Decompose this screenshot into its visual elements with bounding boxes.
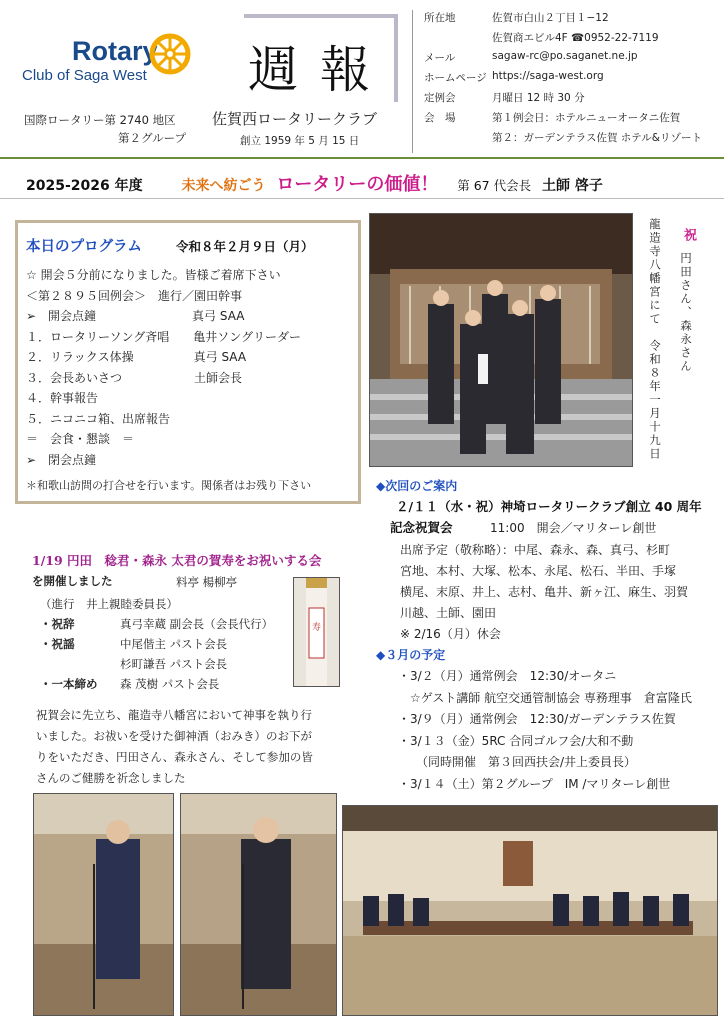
club-info-value: sagaw-rc@po.saganet.ne.jp xyxy=(492,50,638,62)
speech-photo-1 xyxy=(33,793,174,1016)
president-name: 土師 啓子 xyxy=(541,178,603,194)
club-info-label: 定例会 xyxy=(424,92,456,104)
celebration-role: ・一本締め xyxy=(40,677,98,691)
celebration-row xyxy=(40,616,290,634)
attendee-line: 出席予定（敬称略）：中尾、森永、森、真弓、杉町 xyxy=(400,543,671,557)
program-date: 令和８年２月９日（月） xyxy=(176,239,314,254)
attendee-line: 川越、土師、園田 xyxy=(400,606,497,620)
march-item: ・3/９（月）通常例会 12:30/ガーデンテラス佐賀 xyxy=(398,712,676,726)
banquet-photo xyxy=(342,805,718,1016)
celebration-paragraph-line: 祝賀会に先立ち、龍造寺八幡宮において神事を執り行 xyxy=(36,708,312,722)
celebration-names: 杉町謙吾 パスト会長 xyxy=(120,657,228,671)
celebration-names: 真弓幸蔵 副会長（会長代行） xyxy=(120,617,274,631)
attendee-line: 横尾、末原、井上、志村、亀井、新ヶ江、麻生、羽賀 xyxy=(400,585,689,599)
theme-banner xyxy=(26,170,716,196)
march-item: ・3/２（月）通常例会 12:30/オータニ xyxy=(398,669,617,683)
attendee-line: 宮地、本村、大塚、松本、永尾、松石、半田、手塚 xyxy=(400,564,677,578)
group-label: 第２グループ xyxy=(118,131,187,145)
march-item: ・3/１４（土）第２グループ IM /マリターレ創世 xyxy=(398,776,671,791)
club-info-label: 会 場 xyxy=(424,112,456,124)
club-info-row xyxy=(424,30,719,48)
celebration-paragraph-line: いました。お祓いを受けた御神酒（おみき）のお下が xyxy=(36,729,312,743)
club-info-value: 第１例会日：ホテルニューオータニ佐賀 xyxy=(492,112,681,124)
header-divider xyxy=(412,10,413,153)
svg-text:寿: 寿 xyxy=(311,623,322,633)
program-line: ＜第２８９５回例会＞ 進行／園田幹事 xyxy=(26,288,243,303)
march-heading: ◆３月の予定 xyxy=(376,648,446,662)
program-title: 本日のプログラム xyxy=(26,239,142,255)
program-line: １．ロータリーソング斉唱 亀井ソングリーダー xyxy=(26,329,302,344)
photo-caption-names: 円田さん、森永さん xyxy=(679,252,693,374)
celebration-names: 森 茂樹 パスト会長 xyxy=(120,677,220,691)
celebration-names: 中尾偕主 パスト会長 xyxy=(120,637,228,651)
celebration-row xyxy=(40,656,290,674)
page-title: 週報 xyxy=(248,41,392,99)
club-name: 佐賀西ロータリークラブ xyxy=(212,110,378,128)
program-line: ２．リラックス体操 真弓 SAA xyxy=(26,350,247,364)
club-info-value: 第２：ガーデンテラス佐賀 ホテル&リゾート xyxy=(492,132,702,144)
club-info-label: ホームページ xyxy=(424,72,487,84)
header-rule xyxy=(0,157,724,159)
banquet-photo-image xyxy=(343,806,717,1015)
speech-photo-2 xyxy=(180,793,337,1016)
celebration-heading2: を開催しました xyxy=(32,574,113,588)
slogan-part1: 未来へ紡ごう xyxy=(181,178,266,194)
program-line: ４．幹事報告 xyxy=(26,391,99,405)
program-line: ➢ 開会点鐘 真弓 SAA xyxy=(26,309,245,323)
photo-caption-place: 龍造寺八幡宮にて 令和８年一月十九日 xyxy=(648,218,662,461)
march-item: ・3/１３（金）5RC 合同ゴルフ会/大和不動 xyxy=(398,733,634,748)
club-info-label: 所在地 xyxy=(424,12,456,24)
celebration-row xyxy=(40,676,290,694)
program-line: ＝ 会食・懇談 ＝ xyxy=(26,432,135,446)
march-item: （同時開催 第３回西扶会/井上委員長） xyxy=(398,755,637,769)
next-meeting-note: ※ 2/16（月）休会 xyxy=(400,627,501,641)
club-info-row xyxy=(424,70,719,88)
sake-bottle-image xyxy=(294,578,339,686)
shrine-photo-image xyxy=(370,214,632,466)
celebration-venue: 料亭 楊柳亭 xyxy=(176,575,238,589)
year-label: 2025-2026 年度 xyxy=(26,178,143,194)
banner-rule xyxy=(0,198,724,199)
district-label: 国際ロータリー第 2740 地区 xyxy=(24,113,176,127)
celebration-role: ・祝謡 xyxy=(40,637,75,651)
club-info-value: 佐賀市白山２丁目１−12 xyxy=(492,12,609,24)
program-line: ☆ 開会５分前になりました。皆様ご着席下さい xyxy=(26,268,281,282)
next-meeting-line2a: 記念祝賀会 xyxy=(390,520,453,535)
photo-caption-iwai: 祝 xyxy=(681,228,696,243)
next-meeting-heading: ◆次回のご案内 xyxy=(376,479,458,493)
club-info-row xyxy=(424,50,719,68)
celebration-paragraph-line: りをいただき、円田さん、森永さん、そして参加の皆 xyxy=(36,750,313,764)
sake-bottle-photo xyxy=(293,577,340,687)
president-label: 第 67 代会長 xyxy=(457,178,532,193)
program-note: ＊和歌山訪問の打合せを行います。関係者はお残り下さい xyxy=(26,479,312,492)
slogan-part2: ロータリーの価値！ xyxy=(276,174,439,195)
logo-club-text: Club of Saga West xyxy=(22,67,147,84)
club-info-row xyxy=(424,10,719,28)
march-item: ☆ゲスト講師 航空交通管制協会 専務理事 倉富隆氏 xyxy=(398,690,692,705)
club-info-row xyxy=(424,110,719,128)
club-info-row xyxy=(424,130,719,148)
program-box xyxy=(15,220,361,504)
club-info-row xyxy=(424,90,719,108)
rotary-wheel-icon xyxy=(148,32,192,76)
program-line: ➢ 閉会点鐘 xyxy=(26,452,97,467)
celebration-moderator: （進行 井上親睦委員長） xyxy=(40,597,178,611)
rotary-logo xyxy=(22,30,202,90)
next-meeting-line2b: 11:00 開会／マリターレ創世 xyxy=(490,521,657,535)
club-info-value: 月曜日 12 時 30 分 xyxy=(492,92,585,104)
club-info-value: https://saga-west.org xyxy=(492,70,604,82)
celebration-paragraph-line: さんのご健勝を祈念しました xyxy=(36,771,186,785)
shrine-group-photo xyxy=(369,213,633,467)
speech-photo-2-image xyxy=(181,794,336,1015)
program-line: ５．ニコニコ箱、出席報告 xyxy=(26,411,171,426)
founded-date: 創立 1959 年 5 月 15 日 xyxy=(240,135,360,147)
logo-rotary-text: Rotary xyxy=(72,36,158,66)
speech-photo-1-image xyxy=(34,794,173,1015)
program-line: ３．会長あいさつ 土師会長 xyxy=(26,370,243,385)
club-info-value: 佐賀商エビル4F ☎0952-22-7119 xyxy=(492,32,659,44)
celebration-row xyxy=(40,636,290,654)
club-info-label: メール xyxy=(424,52,456,64)
celebration-role: ・祝辞 xyxy=(40,617,75,631)
next-meeting-line1: ２/１１（水・祝）神埼ロータリークラブ創立 40 周年 xyxy=(396,499,702,514)
celebration-heading: 1/19 円田 稔君・森永 太君の賀寿をお祝いする会 xyxy=(32,553,322,568)
